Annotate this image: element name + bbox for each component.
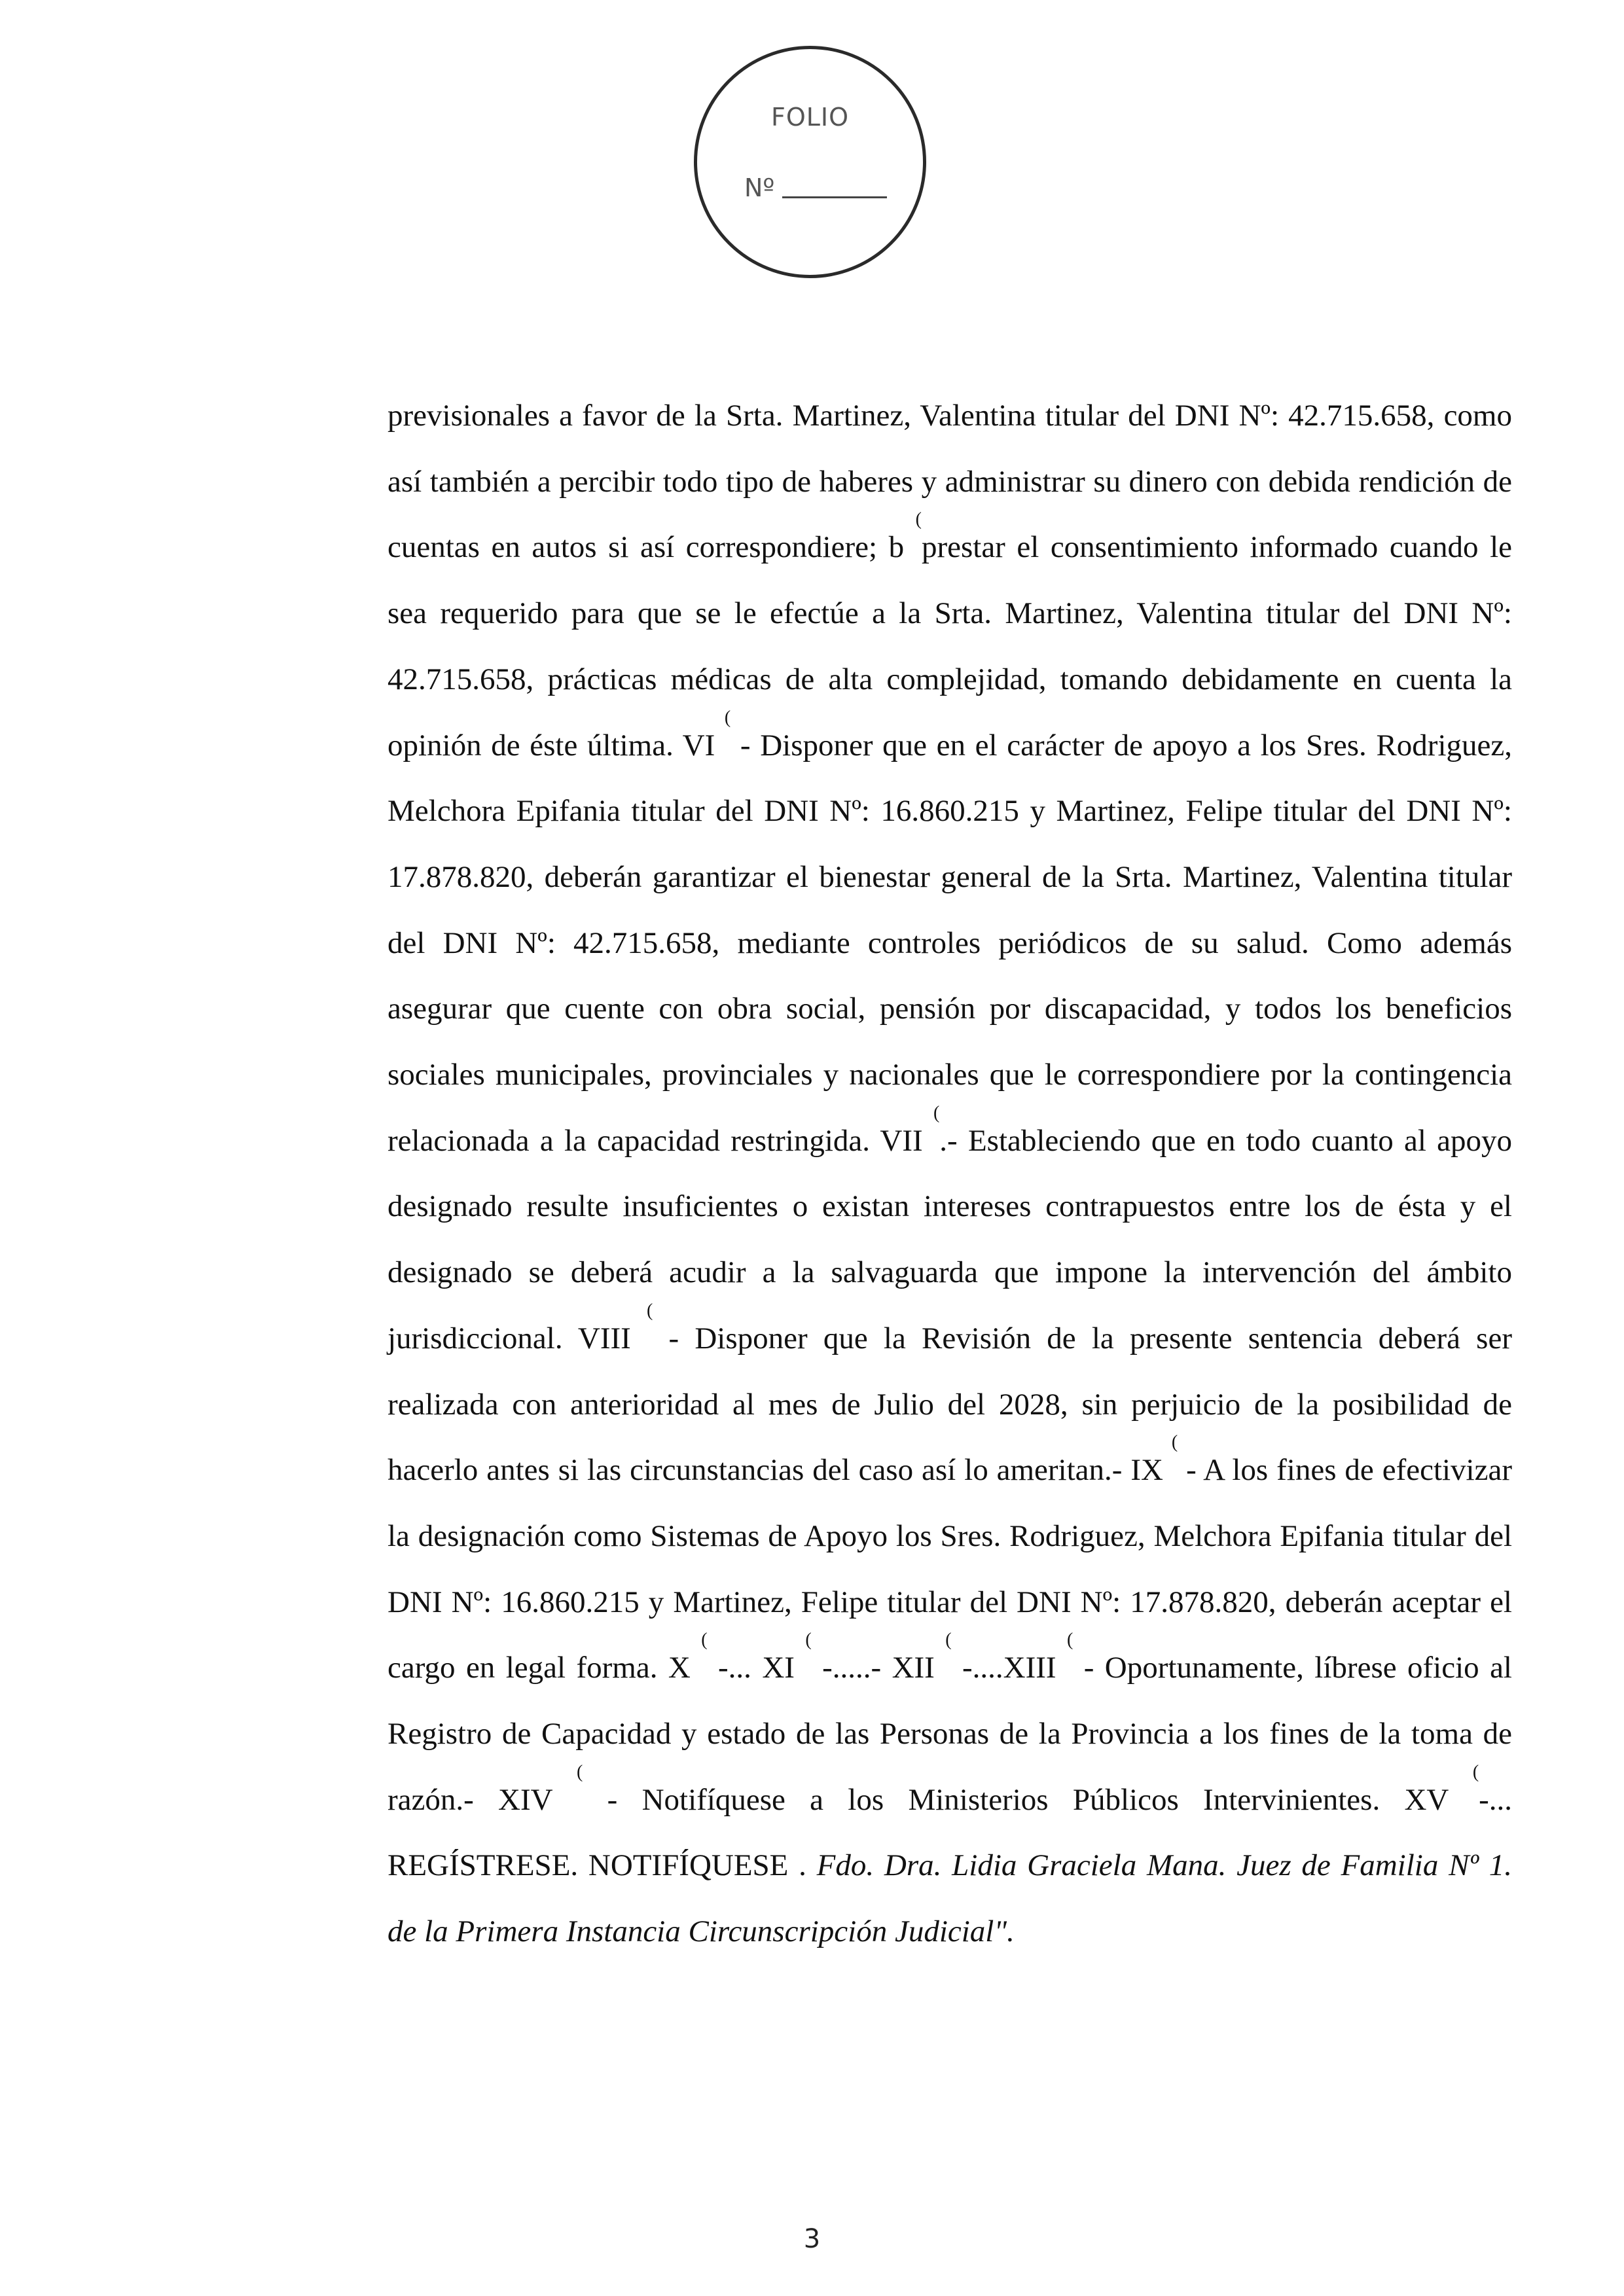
body-segment: .- Estableciendo que en todo cuanto al apoyo designado resulte insuficientes o existan intereses contrapuestos entre los de ésta y el designado se deberá acudir a la salvaguarda que impone la intervención del ámbito jurisdiccional. VIII	[388, 1123, 1512, 1355]
folio-stamp	[694, 46, 926, 278]
body-segment: -....XIII	[962, 1651, 1056, 1685]
paren-mark: (	[577, 1761, 583, 1782]
paren-mark: (	[945, 1630, 952, 1651]
paren-mark: (	[647, 1300, 653, 1321]
body-segment: -... XI	[718, 1651, 795, 1685]
paren-mark: (	[933, 1102, 940, 1123]
paren-mark: (	[805, 1630, 812, 1651]
body-segment: - Disponer que en el carácter de apoyo a los Sres. Rodriguez, Melchora Epifania titular del DNI Nº: 16.860.215 y Martinez, Felipe titular del DNI Nº: 17.878.820, deberán garantizar el bienestar general de la Srta. Martinez, Valentina titular del DNI Nº: 42.715.658, mediante controles periódicos de su salud. Como además asegurar que cuente con obra social, pensión por discapacidad, y todos los beneficios sociales municipales, provinciales y nacionales que le correspondiere por la contingencia relacionada a la capacidad restringida. VII	[388, 728, 1512, 1158]
document-body	[388, 383, 1512, 1965]
signature-line: Fdo. Dra. Lidia Graciela Mana. Juez de Familia Nº 1. de la Primera Instancia Circunscripción Judicial".	[388, 1848, 1513, 1949]
paren-mark: (	[1472, 1761, 1479, 1782]
paren-mark: (	[1171, 1432, 1178, 1453]
paren-mark: (	[724, 707, 731, 728]
paren-mark: (	[1066, 1630, 1074, 1651]
body-segment: prestar el consentimiento informado cuando le sea requerido para que se le efectúe a la Srta.	[388, 530, 1512, 631]
body-segment: -... REGÍSTRESE. NOTIFÍQUESE .	[388, 1782, 1513, 1883]
paren-mark: (	[915, 509, 922, 530]
stamp-number-row	[744, 173, 887, 202]
stamp-number-blank-line	[782, 196, 887, 198]
body-segment: - A los fines de efectivizar la designación como Sistemas de Apoyo los Sres. Rodriguez, Melchora Epifania titular del DNI Nº: 16.860.215 y Martinez, Felipe titular del DNI Nº: 17.878.820, deberán aceptar el cargo en legal forma. X	[388, 1453, 1512, 1685]
body-segment: -.....- XII	[822, 1651, 935, 1685]
page-number: 3	[803, 2224, 821, 2254]
body-segment: - Disponer que la Revisión de la presente sentencia deberá ser realizada con anterioridad al mes de Julio del 2028, sin perjuicio de la posibilidad de hacerlo antes si las circunstancias del caso así lo ameritan.- IX	[388, 1321, 1512, 1488]
body-segment: Martinez, Valentina titular del DNI Nº: 42.715.658, prácticas médicas de alta complejidad, tomando debidamente en cuenta la opinión de éste última. VI	[388, 596, 1512, 762]
body-segment: - Oportunamente, líbrese oficio al Registro de Capacidad y estado de las Personas de la Provincia a los fines de la toma de razón.- XIV	[388, 1651, 1512, 1817]
stamp-folio-label: FOLIO	[770, 103, 850, 132]
body-segment: previsionales a favor de la Srta. Martinez, Valentina titular del DNI Nº: 42.715.658, como así también a percibir todo tipo de haberes y administrar su dinero con debida rendición de cuentas en autos si así correspondiere; b	[388, 399, 1512, 565]
body-segment: - Notifíquese a los Ministerios Públicos Intervinientes. XV	[607, 1782, 1449, 1817]
stamp-number-label: Nº	[744, 173, 775, 202]
paren-mark: (	[701, 1630, 708, 1651]
